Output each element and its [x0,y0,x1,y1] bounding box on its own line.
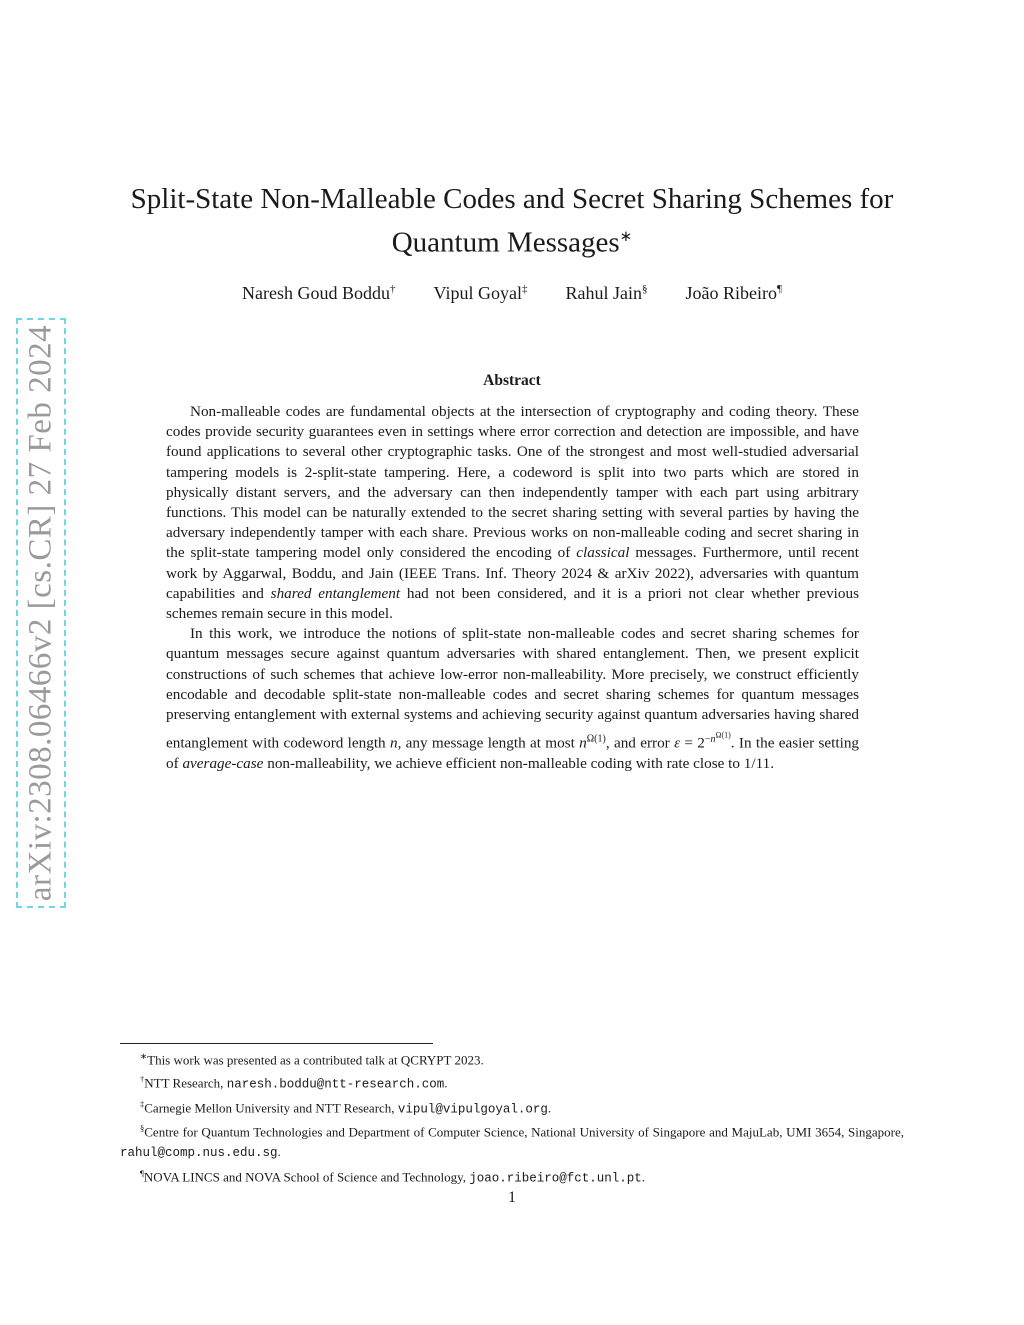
paper-title [110,180,914,262]
math-expression: = 2 [680,734,705,752]
footnote-mark: † [140,1073,145,1084]
arxiv-stamp [16,318,66,908]
abstract-paragraph-2 [166,624,859,774]
footnote-mark: ‡ [140,1098,145,1109]
math-symbol: n [389,734,398,752]
footnote-text: This work was presented as a contributed talk at QCRYPT 2023. [147,1052,484,1068]
arxiv-stamp-text: arXiv:2308.06466v2 [cs.CR] 27 Feb 2024 [22,324,59,902]
author-list [110,283,914,304]
title-line-1: Split-State Non-Malleable Codes and Secret Sharing Schemes for [130,183,894,215]
author-mark: ¶ [776,283,782,295]
author [565,283,647,304]
footnote-email[interactable]: naresh.boddu@ntt-research.com [226,1077,445,1092]
abstract-text: , any message length at most [397,734,580,752]
footnote-mark: § [140,1123,145,1134]
author [685,283,781,304]
footnote-text: NTT Research, [144,1075,227,1091]
math-symbol: n [579,734,587,752]
abstract-text: non-malleability, we achieve efficient non-malleable coding with rate close to 1/11. [263,754,774,772]
footnote-email[interactable]: vipul@vipulgoyal.org [397,1101,548,1116]
abstract-emphasis: classical [576,544,630,562]
footnote-text: Centre for Quantum Technologies and Department of Computer Science, National University of Singapore and MajuLab, UMI 3654, Singapore, [144,1124,904,1140]
footnote-text: NOVA LINCS and NOVA School of Science and Technology, [143,1169,470,1185]
math-exponent: Ω(1) [586,733,606,745]
math-minus: − [704,733,711,745]
footnote: †NTT Research, naresh.boddu@ntt-research.com. [140,1073,448,1092]
footnote-email[interactable]: rahul@comp.nus.edu.sg [120,1146,278,1161]
author-mark: † [390,283,396,295]
title-footnote-mark: ∗ [619,229,633,245]
abstract-body [166,402,859,774]
footnote-divider [120,1043,433,1044]
footnote-mark: ∗ [140,1051,148,1061]
footnotes [120,1047,904,1189]
title-line-2 [110,218,914,262]
abstract-text: In this work, we introduce the notions of split-state non-malleable codes and secret sharing schemes for quantum messages secure against quantum adversaries with shared entanglement. Then, we present explicit constructions of such schemes that achieve low-error non-malleability. More precisely, we construct efficiently encodable and decodable split-state non-malleable codes and secret sharing schemes for quantum messages preserving entanglement with external systems and achieving security against quantum adversaries having shared entanglement with codeword length [166,625,859,752]
footnote: §Centre for Quantum Technologies and Department of Computer Science, National University of Singapore and MajuLab, UMI 3654, Singapore, rahul@comp.nus.edu.sg. [120,1123,904,1161]
author [242,283,395,304]
footnote-email[interactable]: joao.ribeiro@fct.unl.pt [469,1171,642,1186]
author-mark: § [641,283,648,295]
math-symbol: n [710,733,716,745]
abstract-heading: Abstract [483,372,541,389]
math-exponent: Ω(1) [715,730,731,740]
abstract-text: had not been considered, and it is a priori not clear whether previous schemes remain secure in this model. [166,584,859,623]
page-number: 1 [508,1189,516,1206]
abstract-paragraph-1 [166,402,859,624]
math-exponent [704,730,731,745]
abstract-text: . In the easier setting of [166,734,860,772]
author-mark: ‡ [521,283,528,295]
abstract-text: , and error [605,734,675,752]
author [434,283,528,304]
footnote: ‡Carnegie Mellon University and NTT Research, vipul@vipulgoyal.org. [140,1098,552,1116]
author-name: Naresh Goud Boddu [242,283,391,303]
math-symbol: ε [674,734,681,752]
abstract-text: messages. Furthermore, until recent work by Aggarwal, Boddu, and Jain (IEEE Trans. Inf. Theory 2024 & arXiv 2022), adversaries with quantum capabilities and [166,544,859,602]
abstract-emphasis: shared entanglement [270,584,401,602]
abstract-text: Non-malleable codes are fundamental objects at the intersection of cryptography and coding theory. These codes provide security guarantees even in settings where error correction and detection are impossible, and have found applications to several other cryptographic tasks. One of the strongest and most well-studied adversarial tampering models is 2-split-state tampering. Here, a codeword is split into two parts which are stored in physically distant servers, and the adversary can then independently tamper with each part using arbitrary functions. This model can be naturally extended to the secret sharing setting with several parties by having the adversary independently tamper with each share. Previous works on non-malleable coding and secret sharing in the split-state tampering model only considered the encoding of [166,403,859,562]
title-line-2-text: Quantum Messages [391,226,620,259]
author-name: Vipul Goyal [433,283,522,303]
author-name: Rahul Jain [565,283,642,303]
footnote [120,1047,904,1070]
abstract-emphasis: average-case [182,754,264,772]
footnote: ¶NOVA LINCS and NOVA School of Science and Technology, joao.ribeiro@fct.unl.pt. [140,1167,646,1186]
footnote-mark: ¶ [140,1167,144,1178]
author-name: João Ribeiro [685,283,777,303]
footnote-text: Carnegie Mellon University and NTT Research, [144,1099,398,1115]
